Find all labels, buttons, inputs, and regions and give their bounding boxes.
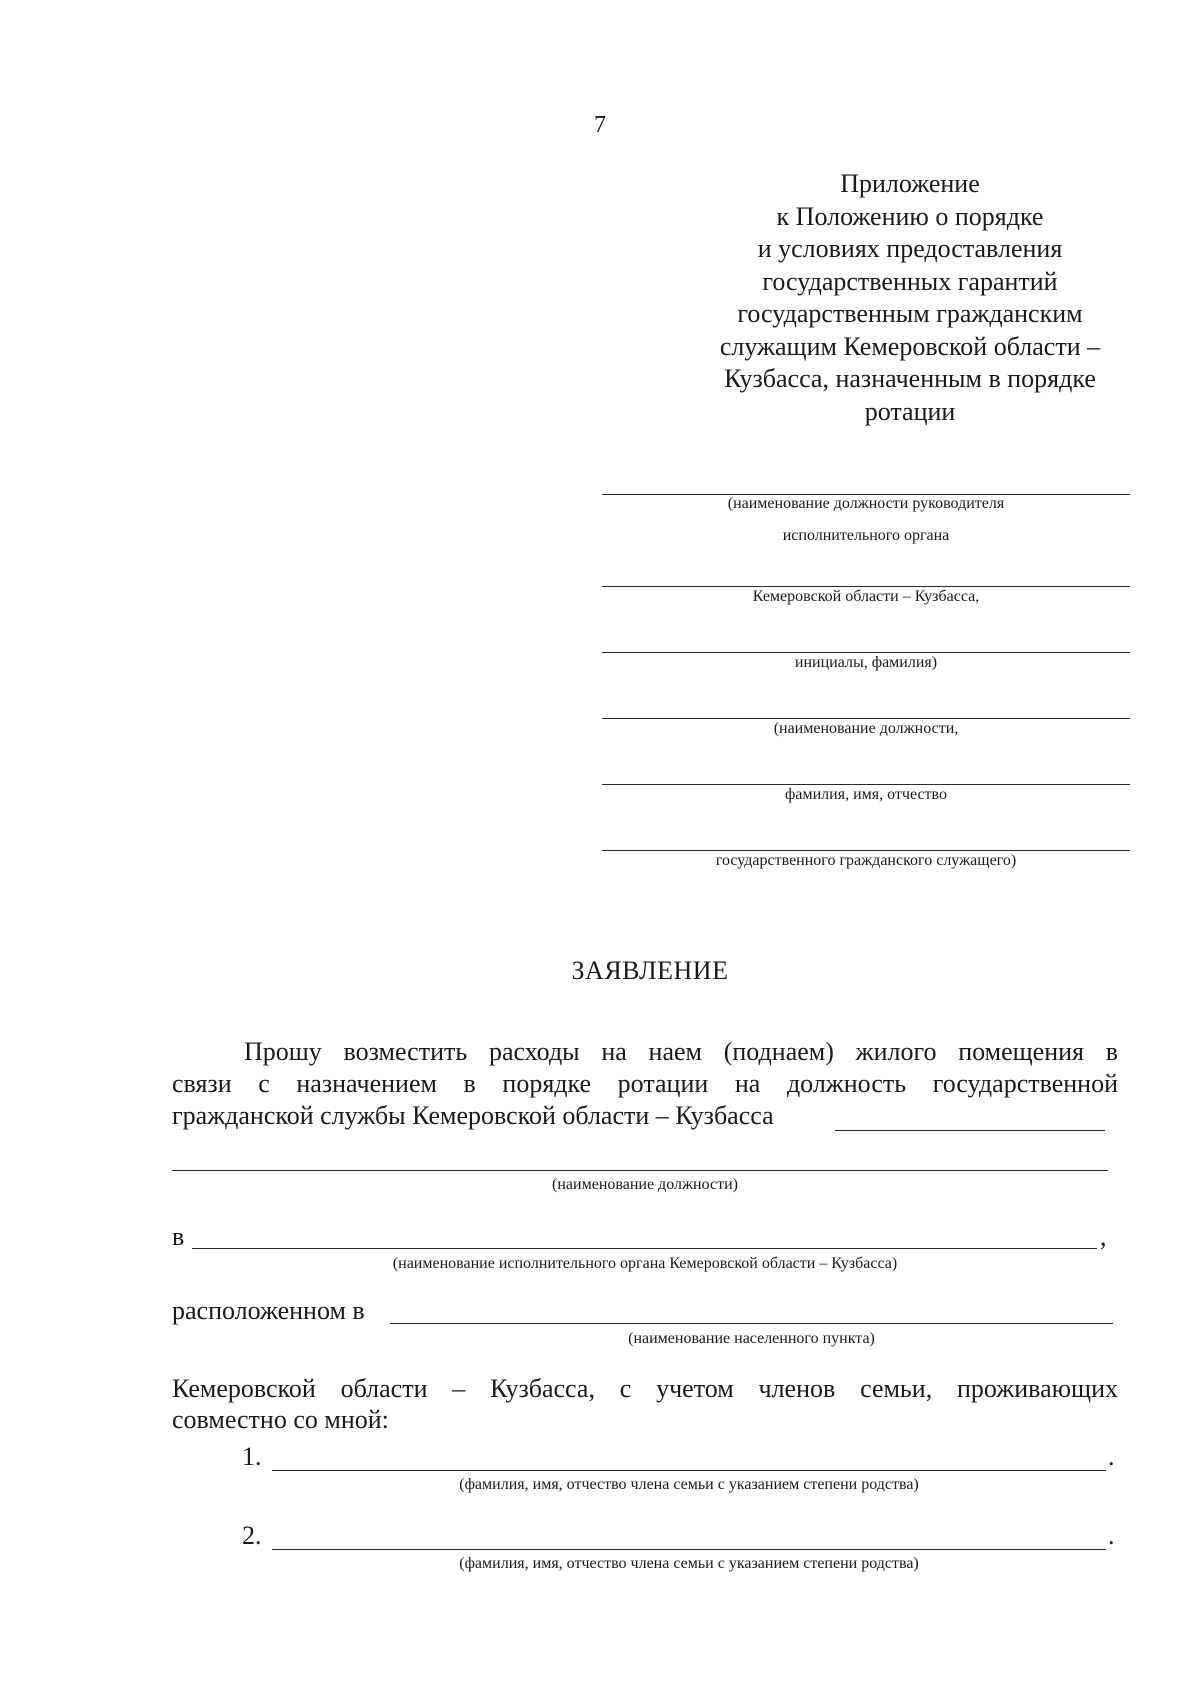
position-caption: (наименование должности) <box>552 1176 738 1193</box>
applicant-line-3[interactable] <box>602 850 1130 851</box>
addressee-line-2[interactable] <box>602 586 1130 587</box>
request-line-3: гражданской службы Кемеровской области – Кузбасса <box>172 1101 774 1130</box>
family-member-number: 1. <box>242 1442 262 1471</box>
family-member-number: 2. <box>242 1521 262 1550</box>
document-title: ЗАЯВЛЕНИЕ <box>571 956 729 985</box>
family-member-1-field[interactable] <box>272 1470 1106 1471</box>
addressee-caption-2: исполнительного органа <box>782 527 950 544</box>
request-line-2: связи с назначением в порядке ротации на должность государственной <box>172 1069 1118 1098</box>
addressee-caption-4: инициалы, фамилия) <box>794 654 938 671</box>
family-intro-line-2: совместно со мной: <box>172 1405 389 1434</box>
family-member-end: . <box>1108 1442 1115 1471</box>
family-member-end: . <box>1108 1521 1115 1550</box>
addressee-caption-3: Кемеровской области – Кузбасса, <box>752 588 980 605</box>
comma: , <box>1100 1222 1107 1251</box>
request-line-1: Прошу возместить расходы на наем (поднаем) жилого помещения в <box>244 1037 1118 1066</box>
appendix-line: государственным гражданским <box>737 299 1083 328</box>
appendix-line: и условиях предоставления <box>757 234 1063 263</box>
applicant-caption-1: (наименование должности, <box>773 720 959 737</box>
appendix-header <box>680 168 1140 428</box>
applicant-caption-3: государственного гражданского служащего) <box>715 852 1017 869</box>
located-label: расположенном в <box>172 1296 365 1325</box>
position-field-part1[interactable] <box>835 1130 1105 1131</box>
position-field-part2[interactable] <box>172 1170 1108 1171</box>
family-intro-line-1: Кемеровской области – Кузбасса, с учетом членов семьи, проживающих <box>172 1374 1118 1403</box>
page-number: 7 <box>594 112 606 138</box>
addressee-line-3[interactable] <box>602 652 1130 653</box>
family-member-1-caption: (фамилия, имя, отчество члена семьи с указанием степени родства) <box>459 1476 919 1493</box>
appendix-line: государственных гарантий <box>762 266 1058 296</box>
family-member-2-field[interactable] <box>272 1549 1106 1550</box>
organ-caption: (наименование исполнительного органа Кемеровской области – Кузбасса) <box>392 1255 898 1272</box>
organ-field[interactable] <box>192 1248 1097 1249</box>
family-member-2-caption: (фамилия, имя, отчество члена семьи с указанием степени родства) <box>459 1555 919 1572</box>
applicant-line-2[interactable] <box>602 784 1130 785</box>
locality-caption: (наименование населенного пункта) <box>628 1330 875 1347</box>
applicant-line-1[interactable] <box>602 718 1130 719</box>
addressee-caption-1: (наименование должности руководителя <box>727 495 1005 512</box>
prefix-in: в <box>172 1222 185 1251</box>
appendix-line: Приложение <box>840 169 980 198</box>
appendix-line: ротации <box>864 396 956 426</box>
applicant-caption-2: фамилия, имя, отчество <box>785 786 947 803</box>
locality-field[interactable] <box>390 1323 1113 1324</box>
appendix-line: Кузбасса, назначенным в порядке <box>724 364 1096 393</box>
appendix-line: к Положению о порядке <box>776 201 1044 231</box>
appendix-line: служащим Кемеровской области – <box>719 331 1101 361</box>
